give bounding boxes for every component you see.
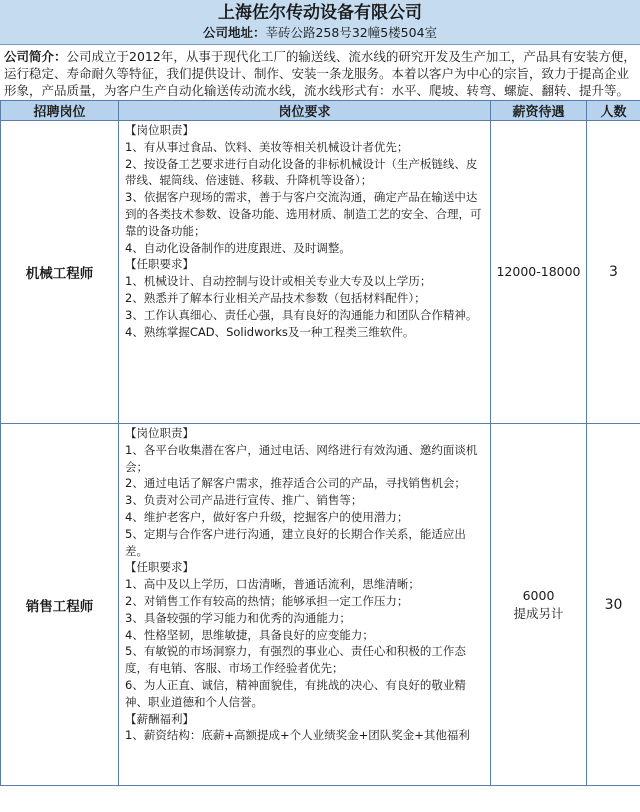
table-row bbox=[1, 424, 640, 786]
jobs-table bbox=[0, 100, 640, 786]
requirement-line: 【岗位职责】 bbox=[125, 426, 194, 440]
requirement-line: 【任职要求】 bbox=[125, 560, 194, 575]
requirement-line: 4、自动化设备制作的进度跟进、及时调整。 bbox=[125, 240, 351, 255]
salary-amount: 12000-18000 bbox=[496, 264, 581, 279]
requirement-line: 2、熟悉并了解本行业相关产品技术参数（包括材料配件）； bbox=[125, 290, 426, 305]
requirement-line: 1、薪资结构：底薪+高额提成+个人业绩奖金+团队奖金+其他福利 bbox=[125, 728, 470, 743]
requirement-line: 1、各平台收集潜在客户，通过电话、网络进行有效沟通、邀约面谈机会； bbox=[125, 442, 478, 474]
requirements-cell bbox=[119, 121, 491, 424]
count-cell: 30 bbox=[587, 424, 640, 786]
table-row bbox=[1, 121, 640, 424]
requirement-line: 3、工作认真细心、责任心强，具有良好的沟通能力和团队合作精神。 bbox=[125, 307, 478, 322]
requirement-line: 3、依据客户现场的需求，善于与客户交流沟通，确定产品在输送中达到的各类技术参数、设备功能、选用材质、制造工艺的安全、合理，可靠的设备功能； bbox=[125, 190, 482, 238]
salary-cell bbox=[491, 121, 587, 424]
company-header bbox=[0, 0, 640, 45]
table-header-row bbox=[1, 101, 640, 121]
requirement-line: 2、对销售工作有较高的热情；能够承担一定工作压力； bbox=[125, 593, 409, 608]
address-label: 公司地址： bbox=[202, 25, 266, 40]
requirement-line: 3、具备较强的学习能力和优秀的沟通能力； bbox=[125, 610, 351, 625]
requirement-line: 5、有敏锐的市场洞察力，有强烈的事业心、责任心和积极的工作态度，有电销、客服、市场工作经验者优先； bbox=[125, 644, 466, 676]
requirement-line: 4、性格坚韧，思维敏捷，具备良好的应变能力； bbox=[125, 627, 374, 642]
requirement-line: 5、定期与合作客户进行沟通，建立良好的长期合作关系，能适应出差。 bbox=[125, 526, 466, 558]
requirement-line: 3、负责对公司产品进行宣传、推广、销售等； bbox=[125, 493, 363, 508]
requirement-line: 【薪酬福利】 bbox=[125, 711, 194, 726]
requirement-line: 2、按设备工艺要求进行自动化设备的非标机械设计（生产板链线、皮带线、辊筒线、倍速链、移载、升降机等设备）； bbox=[125, 156, 478, 188]
intro-label: 公司简介： bbox=[4, 49, 67, 64]
position-cell: 机械工程师 bbox=[1, 121, 119, 424]
header-count: 人数 bbox=[587, 101, 640, 121]
count-cell: 3 bbox=[587, 121, 640, 424]
requirement-line: 4、熟练掌握CAD、Solidworks及一种工程类三维软件。 bbox=[125, 324, 415, 339]
requirement-line: 【任职要求】 bbox=[125, 257, 194, 272]
salary-cell bbox=[491, 424, 587, 786]
header-salary: 薪资待遇 bbox=[491, 101, 587, 121]
requirements-cell bbox=[119, 424, 491, 786]
position-cell: 销售工程师 bbox=[1, 424, 119, 786]
requirement-line: 2、通过电话了解客户需求，推荐适合公司的产品，寻找销售机会； bbox=[125, 476, 466, 491]
requirement-line: 【岗位职责】 bbox=[125, 123, 194, 137]
requirements-clip bbox=[125, 425, 486, 785]
requirement-line: 6、为人正直、诚信，精神面貌佳，有挑战的决心、有良好的敬业精神、职业道德和个人信誉。 bbox=[125, 677, 466, 709]
requirement-line: 1、有从事过食品、饮料、美妆等相关机械设计者优先； bbox=[125, 139, 409, 154]
header-position: 招聘岗位 bbox=[1, 101, 119, 121]
header-requirements: 岗位要求 bbox=[119, 101, 491, 121]
company-name: 上海佐尔传动设备有限公司 bbox=[218, 3, 422, 23]
address-value: 莘砖公路258号32幢5楼504室 bbox=[265, 25, 438, 40]
salary-note: 提成另计 bbox=[513, 605, 564, 621]
company-intro bbox=[0, 45, 640, 100]
requirement-line: 1、高中及以上学历，口齿清晰，普通话流利，思维清晰； bbox=[125, 577, 420, 592]
company-address bbox=[0, 24, 640, 44]
requirement-line: 4、维护老客户，做好客户升级，挖掘客户的使用潜力； bbox=[125, 509, 409, 524]
salary-amount: 6000 bbox=[522, 587, 555, 603]
intro-text: 公司成立于2012年，从事于现代化工厂的输送线、流水线的研究开发及生产加工，产品具有安装方便，运行稳定、寿命耐久等特征，我们提供设计、制作、安装一条龙服务。本着以客户为中心的宗旨，致力于提高企业形象，产品质量，为客户生产自动化输送传动流水线，流水线形式有：水平、爬坡、转弯、螺旋、翻转、提升等。 bbox=[4, 49, 636, 98]
requirement-line: 1、机械设计、自动控制与设计或相关专业大专及以上学历； bbox=[125, 274, 432, 289]
